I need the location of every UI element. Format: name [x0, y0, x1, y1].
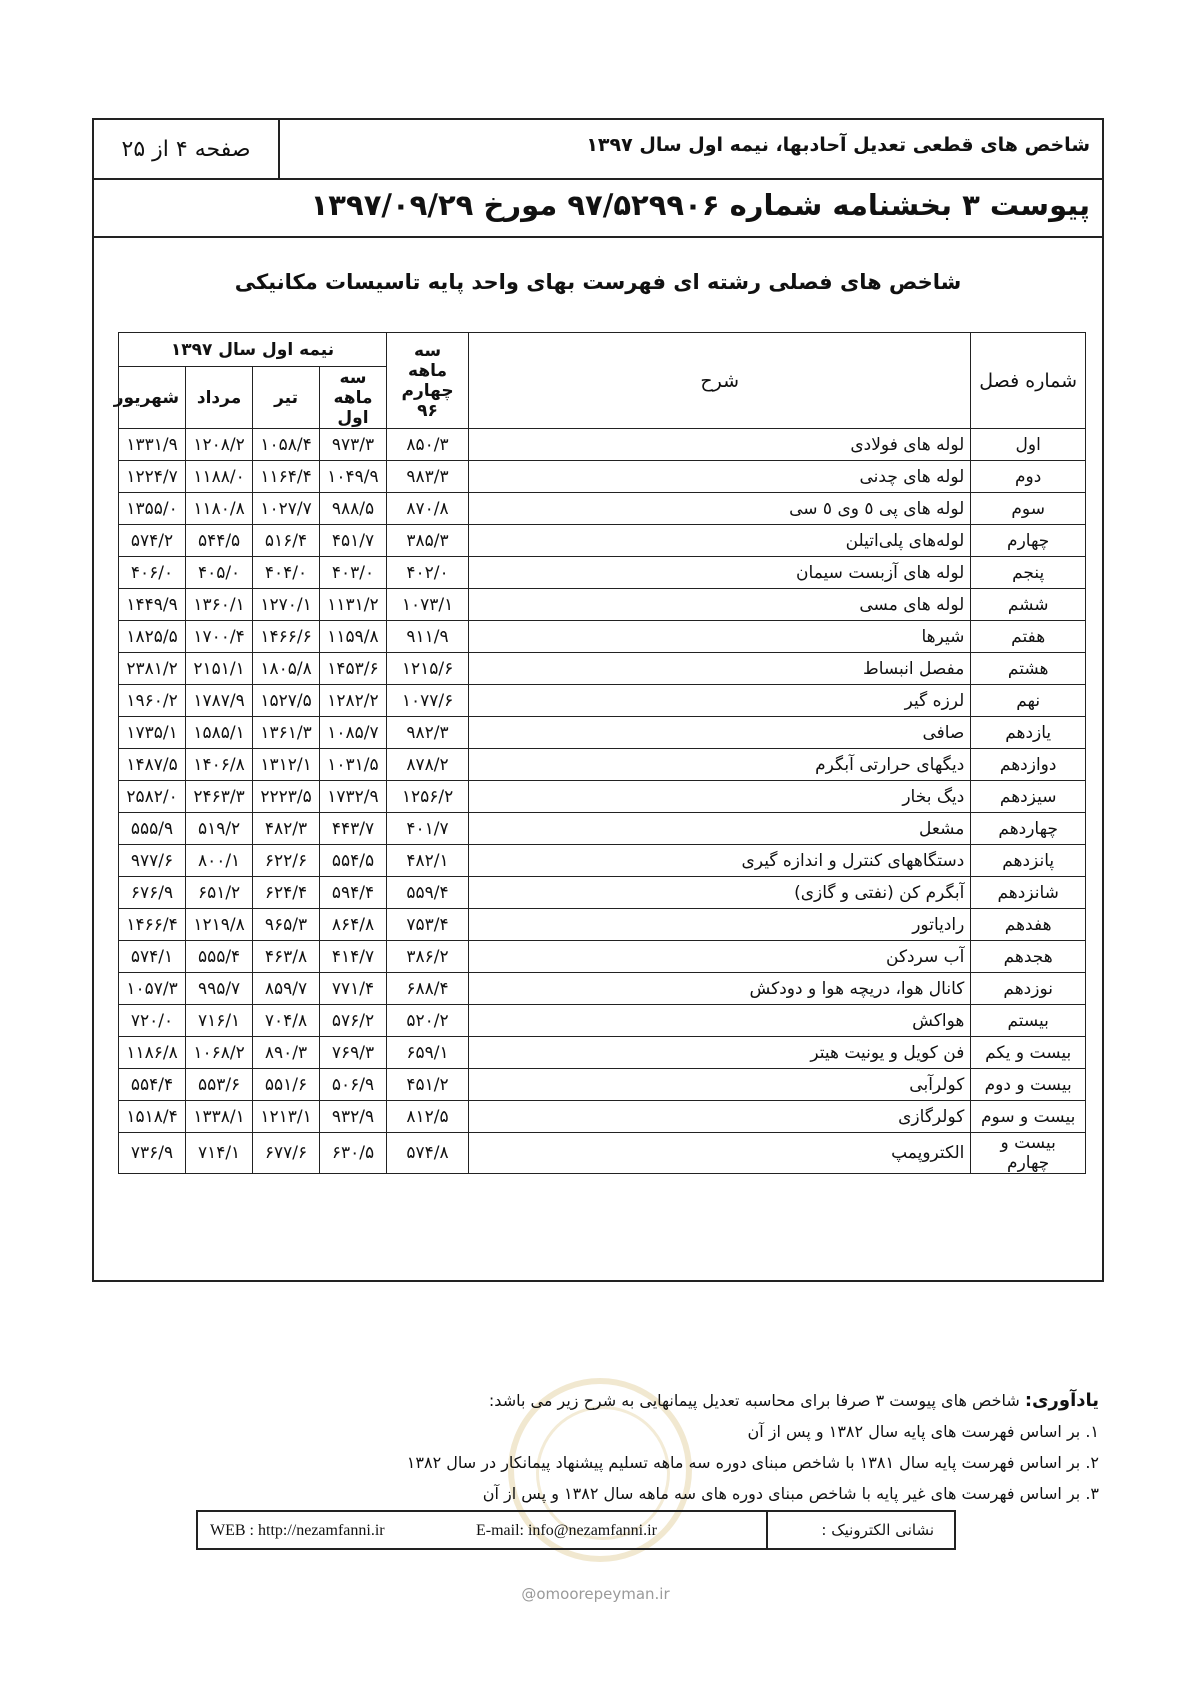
mordad-cell: ۵۱۹/۲: [186, 813, 253, 845]
chapter-cell: پنجم: [971, 557, 1086, 589]
description-cell: هواکش: [469, 1005, 971, 1037]
chapter-cell: دوازدهم: [971, 749, 1086, 781]
q4-96-cell: ۳۸۵/۳: [386, 525, 468, 557]
header-q4-96-line2: چهارم ۹۶: [401, 380, 454, 421]
shahrivar-cell: ۱۰۵۷/۳: [119, 973, 186, 1005]
description-cell: الکتروپمپ: [469, 1133, 971, 1174]
chapter-cell: سیزدهم: [971, 781, 1086, 813]
description-cell: صافی: [469, 717, 971, 749]
shahrivar-cell: ۱۴۶۶/۴: [119, 909, 186, 941]
chapter-cell: هفدهم: [971, 909, 1086, 941]
header-description: شرح: [469, 333, 971, 429]
table-row: [119, 557, 1086, 589]
table-row: [119, 653, 1086, 685]
q1-cell: ۱۷۳۲/۹: [320, 781, 387, 813]
table-row: [119, 525, 1086, 557]
q4-96-cell: ۱۲۵۶/۲: [386, 781, 468, 813]
q4-96-cell: ۸۱۲/۵: [386, 1101, 468, 1133]
header-q1-line2: اول: [337, 407, 369, 428]
table-row: [119, 493, 1086, 525]
notes-lead: یادآوری:: [1024, 1390, 1099, 1411]
tir-cell: ۵۵۱/۶: [253, 1069, 320, 1101]
q4-96-cell: ۳۸۶/۲: [386, 941, 468, 973]
header-chapter: شماره فصل: [971, 333, 1086, 429]
description-cell: مفصل انبساط: [469, 653, 971, 685]
mordad-cell: ۱۷۸۷/۹: [186, 685, 253, 717]
tir-cell: ۹۶۵/۳: [253, 909, 320, 941]
table-row: [119, 589, 1086, 621]
header-q4-96-line1: سه ماهه: [408, 340, 448, 381]
chapter-cell: نوزدهم: [971, 973, 1086, 1005]
chapter-cell: پانزدهم: [971, 845, 1086, 877]
mordad-cell: ۴۰۵/۰: [186, 557, 253, 589]
tir-cell: ۲۲۲۳/۵: [253, 781, 320, 813]
header-tir: تیر: [253, 367, 320, 429]
q1-cell: ۹۷۳/۳: [320, 429, 387, 461]
mordad-cell: ۱۵۸۵/۱: [186, 717, 253, 749]
notes-intro-line: [407, 1385, 1099, 1416]
tir-cell: ۱۲۱۳/۱: [253, 1101, 320, 1133]
description-cell: کانال هوا، دریچه هوا و دودکش: [469, 973, 971, 1005]
description-cell: فن کویل و یونیت هیتر: [469, 1037, 971, 1069]
q1-cell: ۶۳۰/۵: [320, 1133, 387, 1174]
table-row: [119, 877, 1086, 909]
chapter-cell: بیست و سوم: [971, 1101, 1086, 1133]
description-cell: دیگهای حرارتی آبگرم: [469, 749, 971, 781]
chapter-cell: شانزدهم: [971, 877, 1086, 909]
note-item-1: ۱. بر اساس فهرست های پایه سال ۱۳۸۲ و پس از آن: [747, 1422, 1099, 1441]
header-mordad: مرداد: [186, 367, 253, 429]
chapter-cell: اول: [971, 429, 1086, 461]
shahrivar-cell: ۴۰۶/۰: [119, 557, 186, 589]
header-q1: [320, 367, 387, 429]
chapter-cell: بیست و دوم: [971, 1069, 1086, 1101]
shahrivar-cell: ۵۵۴/۴: [119, 1069, 186, 1101]
q1-cell: ۴۵۱/۷: [320, 525, 387, 557]
tir-cell: ۶۲۲/۶: [253, 845, 320, 877]
q1-cell: ۵۰۶/۹: [320, 1069, 387, 1101]
table-row: [119, 1037, 1086, 1069]
description-cell: آب سردکن: [469, 941, 971, 973]
tir-cell: ۷۰۴/۸: [253, 1005, 320, 1037]
mordad-cell: ۷۱۶/۱: [186, 1005, 253, 1037]
description-cell: کولرگازی: [469, 1101, 971, 1133]
q4-96-cell: ۴۵۱/۲: [386, 1069, 468, 1101]
q4-96-cell: ۹۸۳/۳: [386, 461, 468, 493]
mordad-cell: ۵۵۳/۶: [186, 1069, 253, 1101]
shahrivar-cell: ۱۸۲۵/۵: [119, 621, 186, 653]
q1-cell: ۱۰۳۱/۵: [320, 749, 387, 781]
table-row: [119, 717, 1086, 749]
q1-cell: ۴۴۳/۷: [320, 813, 387, 845]
mordad-cell: ۶۵۱/۲: [186, 877, 253, 909]
table-row: [119, 749, 1086, 781]
mordad-cell: ۱۱۸۸/۰: [186, 461, 253, 493]
mordad-cell: ۱۳۳۸/۱: [186, 1101, 253, 1133]
q1-cell: ۷۶۹/۳: [320, 1037, 387, 1069]
chapter-cell: هشتم: [971, 653, 1086, 685]
table-row: [119, 941, 1086, 973]
q4-96-cell: ۵۵۹/۴: [386, 877, 468, 909]
mordad-cell: ۱۰۶۸/۲: [186, 1037, 253, 1069]
q4-96-cell: ۶۸۸/۴: [386, 973, 468, 1005]
tir-cell: ۱۰۵۸/۴: [253, 429, 320, 461]
description-cell: لوله های فولادی: [469, 429, 971, 461]
mordad-cell: ۵۵۵/۴: [186, 941, 253, 973]
q4-96-cell: ۱۰۷۳/۱: [386, 589, 468, 621]
description-cell: دستگاههای کنترل و اندازه گیری: [469, 845, 971, 877]
mordad-cell: ۱۴۰۶/۸: [186, 749, 253, 781]
q1-cell: ۴۱۴/۷: [320, 941, 387, 973]
q4-96-cell: ۹۱۱/۹: [386, 621, 468, 653]
q4-96-cell: ۵۲۰/۲: [386, 1005, 468, 1037]
table-row: [119, 621, 1086, 653]
mordad-cell: ۲۱۵۱/۱: [186, 653, 253, 685]
tir-cell: ۶۲۴/۴: [253, 877, 320, 909]
description-cell: دیگ بخار: [469, 781, 971, 813]
q1-cell: ۹۳۲/۹: [320, 1101, 387, 1133]
description-cell: لرزه گیر: [469, 685, 971, 717]
chapter-cell: چهارم: [971, 525, 1086, 557]
chapter-cell: هفتم: [971, 621, 1086, 653]
q1-cell: ۱۱۵۹/۸: [320, 621, 387, 653]
q4-96-cell: ۶۵۹/۱: [386, 1037, 468, 1069]
q4-96-cell: ۴۰۱/۷: [386, 813, 468, 845]
mordad-cell: ۱۷۰۰/۴: [186, 621, 253, 653]
q4-96-cell: ۸۵۰/۳: [386, 429, 468, 461]
q1-cell: ۵۷۶/۲: [320, 1005, 387, 1037]
shahrivar-cell: ۱۵۱۸/۴: [119, 1101, 186, 1133]
q4-96-cell: ۸۷۸/۲: [386, 749, 468, 781]
mordad-cell: ۲۴۶۳/۳: [186, 781, 253, 813]
shahrivar-cell: ۹۷۷/۶: [119, 845, 186, 877]
header-q1-line1: سه ماهه: [333, 367, 373, 408]
shahrivar-cell: ۱۲۲۴/۷: [119, 461, 186, 493]
q1-cell: ۱۱۳۱/۲: [320, 589, 387, 621]
shahrivar-cell: ۱۹۶۰/۲: [119, 685, 186, 717]
bulletin-row: [94, 180, 1102, 238]
table-row: [119, 1005, 1086, 1037]
chapter-cell: هجدهم: [971, 941, 1086, 973]
note-item-3: ۳. بر اساس فهرست های غیر پایه با شاخص مبنای دوره های سه ماهه سال ۱۳۸۲ و پس از آن: [482, 1484, 1099, 1503]
description-cell: کولرآبی: [469, 1069, 971, 1101]
tir-cell: ۱۴۶۶/۶: [253, 621, 320, 653]
tir-cell: ۶۷۷/۶: [253, 1133, 320, 1174]
table-row: [119, 429, 1086, 461]
tir-cell: ۱۵۲۷/۵: [253, 685, 320, 717]
tir-cell: ۱۸۰۵/۸: [253, 653, 320, 685]
tir-cell: ۸۹۰/۳: [253, 1037, 320, 1069]
chapter-cell: بیست و یکم: [971, 1037, 1086, 1069]
q4-96-cell: ۴۸۲/۱: [386, 845, 468, 877]
tir-cell: ۱۲۷۰/۱: [253, 589, 320, 621]
chapter-cell: نهم: [971, 685, 1086, 717]
tir-cell: ۱۳۶۱/۳: [253, 717, 320, 749]
tir-cell: ۱۱۶۴/۴: [253, 461, 320, 493]
mordad-cell: ۱۳۶۰/۱: [186, 589, 253, 621]
mordad-cell: ۱۲۰۸/۲: [186, 429, 253, 461]
footer-divider: [766, 1512, 768, 1548]
mordad-cell: ۸۰۰/۱: [186, 845, 253, 877]
note-item-2: ۲. بر اساس فهرست پایه سال ۱۳۸۱ با شاخص مبنای دوره سه ماهه تسلیم پیشنهاد پیمانکار در سال ۱۳۸۲: [406, 1453, 1099, 1472]
mordad-cell: ۹۹۵/۷: [186, 973, 253, 1005]
shahrivar-cell: ۷۳۶/۹: [119, 1133, 186, 1174]
document-title: شاخص های قطعی تعدیل آحادبها، نیمه اول سال ۱۳۹۷: [586, 134, 1090, 156]
header-q4-96: [386, 333, 468, 429]
q4-96-cell: ۹۸۲/۳: [386, 717, 468, 749]
header-row: [94, 120, 1102, 180]
contact-footer: [196, 1510, 956, 1550]
shahrivar-cell: ۵۵۵/۹: [119, 813, 186, 845]
chapter-cell: دوم: [971, 461, 1086, 493]
q4-96-cell: ۸۷۰/۸: [386, 493, 468, 525]
tir-cell: ۱۰۲۷/۷: [253, 493, 320, 525]
description-cell: لوله های پی ٥ وی ٥ سی: [469, 493, 971, 525]
page-number: صفحه ۴ از ۲۵: [94, 120, 280, 178]
mordad-cell: ۵۴۴/۵: [186, 525, 253, 557]
shahrivar-cell: ۱۴۴۹/۹: [119, 589, 186, 621]
index-table: [113, 332, 1086, 1174]
header-shahrivar: شهریور: [119, 367, 186, 429]
shahrivar-cell: ۲۳۸۱/۲: [119, 653, 186, 685]
q4-96-cell: ۵۷۴/۸: [386, 1133, 468, 1174]
q1-cell: ۵۹۴/۴: [320, 877, 387, 909]
site-watermark: @omoorepeyman.ir: [521, 1585, 670, 1603]
table-row: [119, 909, 1086, 941]
document-frame: [92, 118, 1104, 1282]
table-row: [119, 1133, 1086, 1174]
contact-label: نشانی الکترونیک :: [821, 1521, 934, 1539]
shahrivar-cell: ۱۳۳۱/۹: [119, 429, 186, 461]
table-row: [119, 1101, 1086, 1133]
description-cell: لوله های چدنی: [469, 461, 971, 493]
table-title: شاخص های فصلی رشته ای فهرست بهای واحد پایه تاسیسات مکانیکی: [234, 270, 962, 294]
chapter-cell: یازدهم: [971, 717, 1086, 749]
bulletin-title: پیوست ۳ بخشنامه شماره ۹۷/۵۲۹۹۰۶ مورخ ۱۳۹۷/۰۹/۲۹: [310, 188, 1090, 222]
table-row: [119, 845, 1086, 877]
email-link[interactable]: E-mail: info@nezamfanni.ir: [476, 1522, 657, 1539]
q1-cell: ۱۰۴۹/۹: [320, 461, 387, 493]
q1-cell: ۸۶۴/۸: [320, 909, 387, 941]
description-cell: شیرها: [469, 621, 971, 653]
shahrivar-cell: ۷۲۰/۰: [119, 1005, 186, 1037]
table-row: [119, 1069, 1086, 1101]
chapter-cell: سوم: [971, 493, 1086, 525]
shahrivar-cell: ۱۴۸۷/۵: [119, 749, 186, 781]
description-cell: مشعل: [469, 813, 971, 845]
q1-cell: ۵۵۴/۵: [320, 845, 387, 877]
description-cell: رادیاتور: [469, 909, 971, 941]
mordad-cell: ۱۱۸۰/۸: [186, 493, 253, 525]
description-cell: آبگرم کن (نفتی و گازی): [469, 877, 971, 909]
q4-96-cell: ۱۰۷۷/۶: [386, 685, 468, 717]
tir-cell: ۴۶۳/۸: [253, 941, 320, 973]
tir-cell: ۴۸۲/۳: [253, 813, 320, 845]
q1-cell: ۴۰۳/۰: [320, 557, 387, 589]
chapter-cell: بیست و چهارم: [971, 1133, 1086, 1174]
chapter-cell: ششم: [971, 589, 1086, 621]
tir-cell: ۴۰۴/۰: [253, 557, 320, 589]
table-row: [119, 781, 1086, 813]
q4-96-cell: ۱۲۱۵/۶: [386, 653, 468, 685]
tir-cell: ۱۳۱۲/۱: [253, 749, 320, 781]
mordad-cell: ۱۲۱۹/۸: [186, 909, 253, 941]
chapter-cell: چهاردهم: [971, 813, 1086, 845]
shahrivar-cell: ۱۳۵۵/۰: [119, 493, 186, 525]
notes-intro: شاخص های پیوست ۳ صرفا برای محاسبه تعدیل پیمانهایی به شرح زیر می باشد:: [488, 1391, 1020, 1410]
description-cell: لوله های مسی: [469, 589, 971, 621]
table-row: [119, 461, 1086, 493]
q1-cell: ۱۰۸۵/۷: [320, 717, 387, 749]
notes: [407, 1385, 1099, 1509]
tir-cell: ۵۱۶/۴: [253, 525, 320, 557]
shahrivar-cell: ۵۷۴/۲: [119, 525, 186, 557]
mordad-cell: ۷۱۴/۱: [186, 1133, 253, 1174]
q1-cell: ۱۴۵۳/۶: [320, 653, 387, 685]
shahrivar-cell: ۶۷۶/۹: [119, 877, 186, 909]
shahrivar-cell: ۲۵۸۲/۰: [119, 781, 186, 813]
q4-96-cell: ۷۵۳/۴: [386, 909, 468, 941]
shahrivar-cell: ۱۷۳۵/۱: [119, 717, 186, 749]
tir-cell: ۸۵۹/۷: [253, 973, 320, 1005]
shahrivar-cell: ۱۱۸۶/۸: [119, 1037, 186, 1069]
header-half-year: نیمه اول سال ۱۳۹۷: [119, 333, 387, 367]
table-row: [119, 973, 1086, 1005]
q1-cell: ۹۸۸/۵: [320, 493, 387, 525]
table-row: [119, 685, 1086, 717]
website-link[interactable]: WEB : http://nezamfanni.ir: [210, 1522, 385, 1539]
description-cell: لوله های آزبست سیمان: [469, 557, 971, 589]
q1-cell: ۱۲۸۲/۲: [320, 685, 387, 717]
chapter-cell: بیستم: [971, 1005, 1086, 1037]
q4-96-cell: ۴۰۲/۰: [386, 557, 468, 589]
shahrivar-cell: ۵۷۴/۱: [119, 941, 186, 973]
table-row: [119, 813, 1086, 845]
q1-cell: ۷۷۱/۴: [320, 973, 387, 1005]
description-cell: لوله‌های پلی‌اتیلن: [469, 525, 971, 557]
